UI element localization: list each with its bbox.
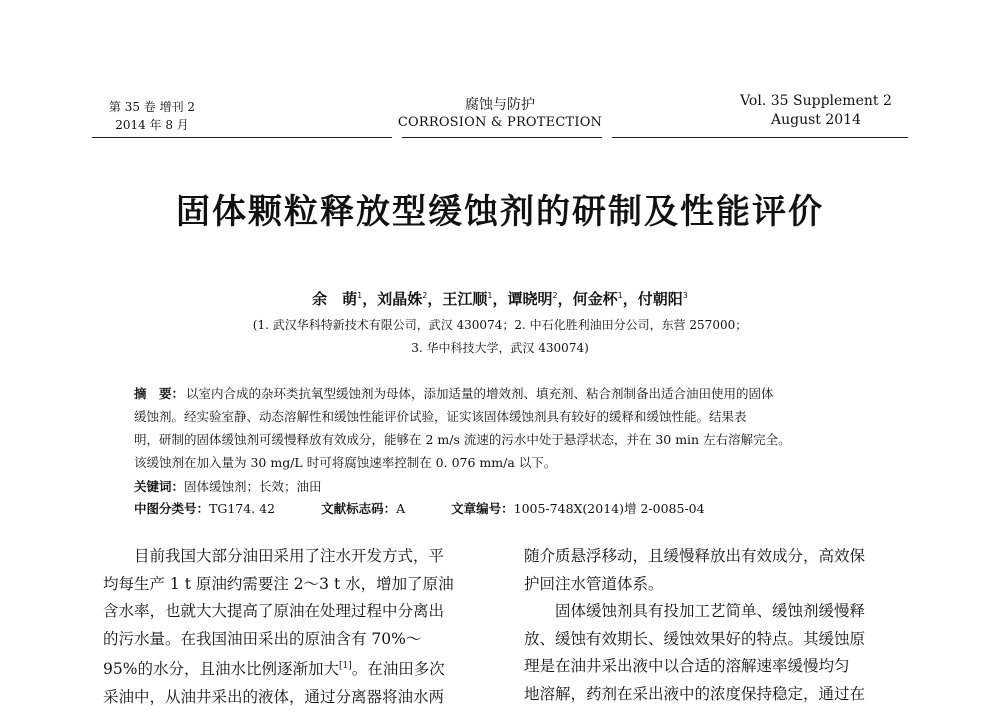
body-line: 固体缓蚀剂具有投加工艺简单、缓蚀剂缓慢释 (555, 602, 866, 621)
affiliation-line-2: 3. 华中科技大学，武汉 430074) (411, 341, 589, 355)
header-rule-center (402, 137, 602, 138)
header-volume-en (736, 92, 896, 130)
body-column-left (103, 543, 491, 712)
header-volume-en-line: Vol. 35 Supplement 2 (740, 93, 892, 109)
header-rule-left (92, 137, 392, 138)
author-name: 刘晶姝 (377, 290, 423, 308)
article-id-label: 文章编号： (451, 501, 514, 516)
author-affil-mark: 3 (682, 291, 688, 300)
author-name: 付朝阳 (637, 290, 683, 308)
body-line (103, 653, 491, 684)
clc-label: 中图分类号： (134, 501, 210, 516)
author-affil-mark: 1 (617, 291, 623, 300)
citation-ref: [1] (338, 661, 352, 672)
abstract-label: 摘 要： (134, 386, 185, 401)
body-line: 目前我国大部分油田采用了注水开发方式，平 (134, 547, 445, 565)
keywords-text: 固体缓蚀剂；长效；油田 (184, 479, 322, 494)
header-volume-line: 第 35 卷 增刊 2 (108, 100, 196, 114)
abstract-line: 缓蚀剂。经实验室静、动态溶解性和缓蚀性能评价试验，证实该固体缓蚀剂具有较好的缓释和缓蚀性能。结果表 (134, 409, 747, 424)
header-rule-right (612, 137, 908, 138)
article-id-value: 1005-748X(2014)增 2-0085-04 (513, 501, 705, 516)
author-affil-mark: 2 (422, 291, 428, 300)
body-line: 均每生产 1 t 原油约需要注 2～3 t 水，增加了原油 (103, 574, 454, 593)
abstract (134, 382, 874, 474)
keywords (134, 476, 322, 498)
header-volume-cn (92, 98, 212, 134)
body-line: 含水率，也就大大提高了原油在处理过程中分离出 (103, 602, 445, 621)
author-list: 余 萌$^1$，刘晶姝$^2$，王江顺$^1$，谭晓明$^2$，何金杯$^1$，付朝阳$^3$ (312, 290, 688, 308)
journal-name (380, 96, 620, 132)
author-name: 王江顺 (442, 290, 488, 308)
affiliation-line-1: (1. 武汉华科特新技术有限公司，武汉 430074；2. 中石化胜利油田分公司，东营 257000； (252, 318, 748, 332)
journal-name-en: CORROSION & PROTECTION (397, 115, 603, 130)
body-line: 采油中，从油井采出的液体，通过分离器将油水两 (103, 688, 445, 707)
header-date-en-line: August 2014 (771, 112, 861, 128)
body-line: 随介质悬浮移动，且缓慢释放出有效成分，高效保 (524, 547, 866, 565)
abstract-line: 明，研制的固体缓蚀剂可缓慢释放有效成分，能够在 2 m/s 流速的污水中处于悬浮状态，并在 30 min 左右溶解完全。 (134, 432, 791, 447)
author-name: 谭晓明 (507, 290, 553, 308)
keywords-label: 关键词： (134, 479, 185, 494)
author-name: 余 萌 (312, 290, 358, 308)
body-line: 护回注水管道体系。 (524, 574, 664, 593)
abstract-text: 以室内合成的杂环类抗氧型缓蚀剂为母体，添加适量的增效剂、填充剂、粘合剂制备出适合油田使用的固体 (186, 386, 774, 401)
author-affil-mark: 1 (487, 291, 493, 300)
body-line: 的污水量。在我国油田采出的原油含有 70%～ (103, 629, 422, 648)
paper-title: 固体颗粒释放型缓蚀剂的研制及性能评价 (176, 192, 824, 232)
author-affil-mark: 1 (357, 291, 363, 300)
doc-code-label: 文献标志码： (321, 501, 397, 516)
journal-name-cn: 腐蚀与防护 (465, 97, 535, 113)
abstract-line: 该缓蚀剂在加入量为 30 mg/L 时可将腐蚀速率控制在 0. 076 mm/a 以下。 (134, 455, 557, 470)
body-line: 地溶解，药剂在采出液中的浓度保持稳定，通过在 (524, 684, 866, 703)
body-line: 理是在油井采出液中以合适的溶解速率缓慢均匀 (524, 657, 850, 676)
body-text: 95%的水分，且油水比例逐渐加大 (103, 660, 339, 679)
classification-line (134, 498, 874, 520)
header-date-line: 2014 年 8 月 (115, 118, 189, 132)
author-name: 何金杯 (572, 290, 618, 308)
body-text: 。在油田多次 (351, 660, 445, 679)
body-line: 放、缓蚀有效期长、缓蚀效果好的特点。其缓蚀原 (524, 629, 866, 648)
abstract-line (134, 382, 874, 405)
doc-code-value: A (396, 501, 406, 516)
clc-value: TG174. 42 (209, 501, 276, 516)
author-affil-mark: 2 (552, 291, 558, 300)
